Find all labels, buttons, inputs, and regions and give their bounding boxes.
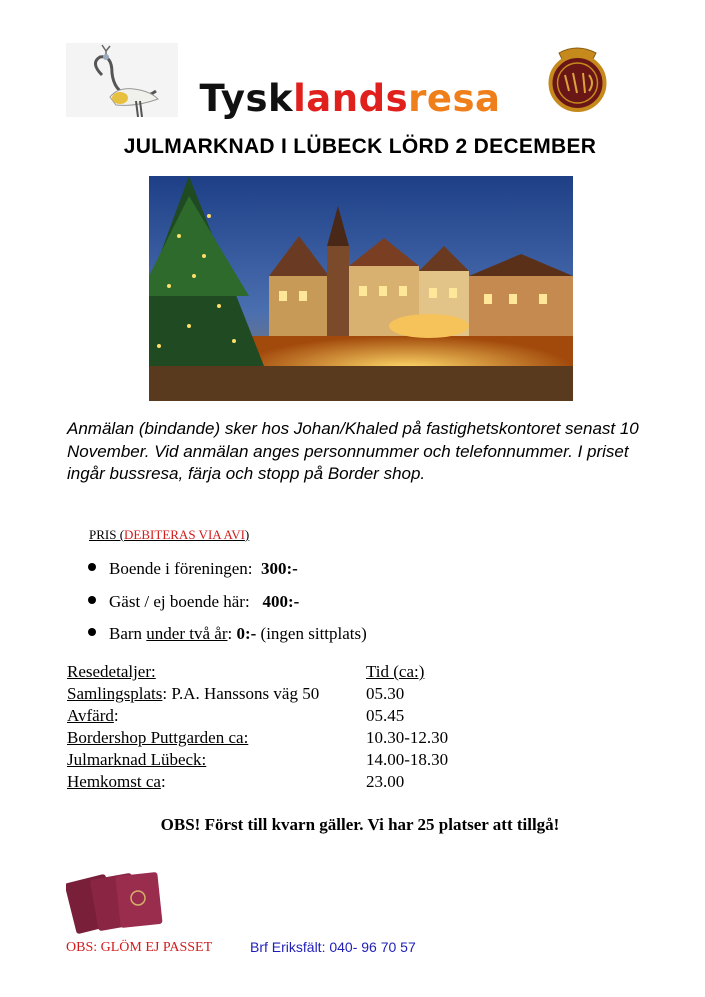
- association-crest-logo: [545, 43, 610, 113]
- page-title: [150, 74, 550, 124]
- schedule-row-time: 05.30: [366, 684, 405, 703]
- schedule-place-detail: :: [113, 706, 119, 725]
- schedule-header-right: Tid (ca:): [366, 662, 425, 681]
- passports-image: [66, 868, 166, 934]
- footer-contact-phone: Brf Eriksfält: 040- 96 70 57: [250, 939, 416, 955]
- schedule-row-time: 23.00: [366, 772, 405, 791]
- title-part-tysk: Tysk: [199, 77, 294, 120]
- price-item-value: 400:-: [262, 592, 300, 611]
- registration-info-paragraph: Anmälan (bindande) sker hos Johan/Khaled på fastighetskontoret senast 10 November. Vid anmälan anges personnummer och telefonnummer. I priset ingår bussresa, färja och stopp på Border shop.: [67, 419, 639, 483]
- schedule-header-details: [67, 661, 156, 683]
- bullet-icon: [88, 596, 96, 604]
- price-item-resident: [88, 558, 298, 580]
- schedule-place-label: Julmarknad Lübeck:: [67, 750, 207, 769]
- price-item-child: [88, 623, 367, 645]
- schedule-place-detail: : P.A. Hanssons väg 50: [162, 684, 320, 703]
- schedule-place-detail: :: [160, 772, 166, 791]
- schedule-place-label: Bordershop Puttgarden ca:: [67, 728, 249, 747]
- schedule-row-place: [67, 749, 206, 771]
- price-heading-billing-note: DEBITERAS VIA AVI: [124, 527, 245, 542]
- schedule-place-label: Samlingsplats: [67, 684, 163, 703]
- schedule-row-time: 05.45: [366, 706, 405, 725]
- schedule-place-label: Hemkomst ca: [67, 772, 161, 791]
- price-item-label: Boende i föreningen:: [109, 559, 253, 578]
- price-item-value: 0:-: [236, 624, 257, 643]
- schedule-row-place: [67, 705, 119, 727]
- price-item-value: 300:-: [261, 559, 298, 578]
- price-item-label: Gäst / ej boende här:: [109, 592, 250, 611]
- bullet-icon: [88, 563, 96, 571]
- price-heading-prefix: PRIS (: [89, 527, 125, 542]
- price-heading: [89, 527, 249, 543]
- footer-passport-reminder: OBS: GLÖM EJ PASSET: [66, 940, 213, 955]
- availability-note: OBS! Först till kvarn gäller. Vi har 25 platser att tillgå!: [160, 815, 560, 834]
- schedule-place-label: Avfärd: [67, 706, 114, 725]
- price-heading-suffix: ): [244, 527, 250, 542]
- schedule-row-place: [67, 727, 248, 749]
- bullet-icon: [88, 628, 96, 636]
- christmas-market-photo: [149, 176, 573, 401]
- schedule-header-time: [366, 661, 424, 683]
- schedule-row-place: [67, 683, 319, 705]
- schedule-row-time: 10.30-12.30: [366, 728, 449, 747]
- schedule-row-time: 14.00-18.30: [366, 750, 449, 769]
- event-subtitle: JULMARKNAD I LÜBECK LÖRD 2 DECEMBER: [123, 135, 597, 158]
- price-item-note: (ingen sittplats): [256, 624, 367, 643]
- title-part-resa: resa: [408, 77, 501, 120]
- title-part-lands: lands: [293, 77, 409, 120]
- price-item-label-underlined: under två år: [146, 624, 228, 643]
- price-item-guest: [88, 591, 299, 613]
- price-item-label-pre: Barn: [109, 624, 147, 643]
- schedule-header-left: Resedetaljer:: [67, 662, 156, 681]
- price-item-label-post: :: [227, 624, 233, 643]
- schedule-row-place: [67, 771, 166, 793]
